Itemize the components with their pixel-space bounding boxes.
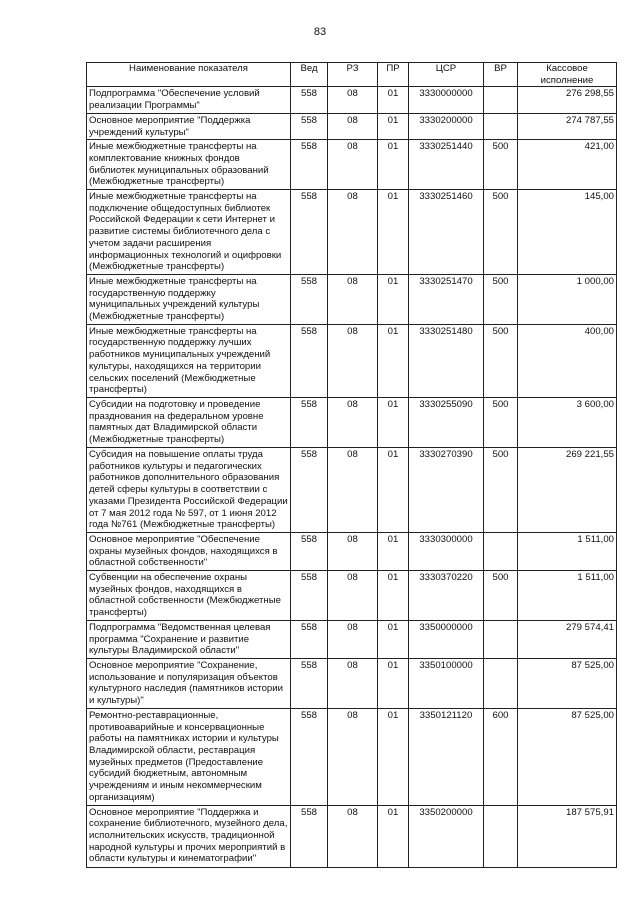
cell-amount: 187 575,91 — [518, 805, 617, 867]
header-amount: Кассовое исполнение — [518, 63, 617, 87]
table-row — [87, 324, 617, 397]
cell-pr: 01 — [378, 447, 409, 532]
cell-ved: 558 — [291, 274, 328, 324]
cell-name: Иные межбюджетные трансферты на подключение общедоступных библиотек Российской Федерации к сети Интернет и развитие системы библиотечного дела с учетом задачи расширения информационных технологий и оцифровки (Межбюджетные трансферты) — [87, 190, 291, 275]
cell-pr: 01 — [378, 532, 409, 570]
cell-amount: 1 511,00 — [518, 571, 617, 621]
cell-vr: 500 — [484, 324, 518, 397]
cell-csr: 3330270390 — [409, 447, 484, 532]
cell-rz: 08 — [328, 274, 378, 324]
cell-csr: 3350000000 — [409, 620, 484, 658]
header-rz: РЗ — [328, 63, 378, 87]
cell-ved: 558 — [291, 620, 328, 658]
table-row — [87, 397, 617, 447]
budget-table — [86, 62, 617, 868]
cell-csr: 3330300000 — [409, 532, 484, 570]
cell-amount: 145,00 — [518, 190, 617, 275]
cell-name: Иные межбюджетные трансферты на государственную поддержку лучших работников муниципальных учреждений культуры, находящихся на территории сельских поселений (Межбюджетные трансферты) — [87, 324, 291, 397]
cell-pr: 01 — [378, 113, 409, 139]
cell-name: Подпрограмма "Обеспечение условий реализации Программы" — [87, 87, 291, 113]
cell-name: Субсидии на подготовку и проведение празднования на федеральном уровне памятных дат Владимирской области (Межбюджетные трансферты) — [87, 397, 291, 447]
cell-ved: 558 — [291, 532, 328, 570]
cell-vr: 500 — [484, 190, 518, 275]
cell-name: Основное мероприятие "Сохранение, использование и популяризация объектов культурного наследия (памятников истории и культуры)" — [87, 658, 291, 708]
cell-amount: 269 221,55 — [518, 447, 617, 532]
cell-pr: 01 — [378, 805, 409, 867]
cell-ved: 558 — [291, 140, 328, 190]
cell-pr: 01 — [378, 324, 409, 397]
cell-vr — [484, 113, 518, 139]
cell-vr: 500 — [484, 140, 518, 190]
cell-name: Субвенции на обеспечение охраны музейных фондов, находящихся в областной собственности (Межбюджетные трансферты) — [87, 571, 291, 621]
header-vr: ВР — [484, 63, 518, 87]
cell-name: Ремонтно-реставрационные, противоаварийные и консервационные работы на памятниках истории и культуры Владимирской области, реставрация музейных предметов (Предоставление субсидий бюджетным, автономным учреждениям и иным некоммерческим организациям) — [87, 708, 291, 805]
cell-vr: 500 — [484, 397, 518, 447]
cell-vr: 500 — [484, 447, 518, 532]
table-row — [87, 190, 617, 275]
cell-amount: 1 511,00 — [518, 532, 617, 570]
cell-csr: 3330370220 — [409, 571, 484, 621]
cell-csr: 3350200000 — [409, 805, 484, 867]
cell-ved: 558 — [291, 190, 328, 275]
table-row — [87, 87, 617, 113]
cell-vr: 500 — [484, 571, 518, 621]
cell-vr — [484, 658, 518, 708]
cell-ved: 558 — [291, 113, 328, 139]
cell-pr: 01 — [378, 274, 409, 324]
cell-pr: 01 — [378, 190, 409, 275]
cell-csr: 3330251460 — [409, 190, 484, 275]
cell-ved: 558 — [291, 397, 328, 447]
cell-rz: 08 — [328, 708, 378, 805]
table-row — [87, 140, 617, 190]
cell-name: Субсидия на повышение оплаты труда работников культуры и педагогических работников дополнительного образования детей сферы культуры в соответствии с указами Президента Российской Федерации от 7 мая 2012 года № 597, от 1 июня 2012 года №761 (Межбюджетные трансферты) — [87, 447, 291, 532]
cell-ved: 558 — [291, 708, 328, 805]
table-row — [87, 571, 617, 621]
cell-rz: 08 — [328, 87, 378, 113]
cell-rz: 08 — [328, 324, 378, 397]
cell-csr: 3330000000 — [409, 87, 484, 113]
cell-pr: 01 — [378, 140, 409, 190]
cell-vr — [484, 532, 518, 570]
cell-ved: 558 — [291, 571, 328, 621]
cell-rz: 08 — [328, 620, 378, 658]
cell-vr: 600 — [484, 708, 518, 805]
table-row — [87, 805, 617, 867]
cell-amount: 274 787,55 — [518, 113, 617, 139]
cell-rz: 08 — [328, 532, 378, 570]
header-ved: Вед — [291, 63, 328, 87]
cell-rz: 08 — [328, 447, 378, 532]
cell-ved: 558 — [291, 447, 328, 532]
table-row — [87, 620, 617, 658]
cell-csr: 3350100000 — [409, 658, 484, 708]
cell-ved: 558 — [291, 658, 328, 708]
cell-csr: 3330200000 — [409, 113, 484, 139]
cell-amount: 3 600,00 — [518, 397, 617, 447]
header-pr: ПР — [378, 63, 409, 87]
cell-amount: 421,00 — [518, 140, 617, 190]
cell-csr: 3330255090 — [409, 397, 484, 447]
cell-pr: 01 — [378, 658, 409, 708]
cell-name: Основное мероприятие "Поддержка и сохранение библиотечного, музейного дела, исполнительских искусств, традиционной народной культуры и прочих мероприятий в области культуры и кинематографии" — [87, 805, 291, 867]
cell-amount: 87 525,00 — [518, 658, 617, 708]
cell-pr: 01 — [378, 708, 409, 805]
cell-name: Иные межбюджетные трансферты на государственную поддержку муниципальных учреждений культуры (Межбюджетные трансферты) — [87, 274, 291, 324]
table-header-row — [87, 63, 617, 87]
cell-rz: 08 — [328, 571, 378, 621]
cell-csr: 3330251440 — [409, 140, 484, 190]
cell-ved: 558 — [291, 805, 328, 867]
cell-rz: 08 — [328, 658, 378, 708]
cell-rz: 08 — [328, 113, 378, 139]
table-row — [87, 658, 617, 708]
cell-rz: 08 — [328, 805, 378, 867]
cell-vr — [484, 87, 518, 113]
page-number: 83 — [313, 26, 327, 38]
cell-pr: 01 — [378, 571, 409, 621]
cell-amount: 1 000,00 — [518, 274, 617, 324]
cell-name: Иные межбюджетные трансферты на комплектование книжных фондов библиотек муниципальных образований (Межбюджетные трансферты) — [87, 140, 291, 190]
table-row — [87, 447, 617, 532]
cell-vr — [484, 805, 518, 867]
cell-ved: 558 — [291, 87, 328, 113]
cell-csr: 3330251480 — [409, 324, 484, 397]
cell-rz: 08 — [328, 397, 378, 447]
cell-amount: 279 574,41 — [518, 620, 617, 658]
cell-vr: 500 — [484, 274, 518, 324]
cell-ved: 558 — [291, 324, 328, 397]
cell-rz: 08 — [328, 190, 378, 275]
cell-name: Основное мероприятие "Поддержка учреждений культуры" — [87, 113, 291, 139]
table-row — [87, 532, 617, 570]
cell-rz: 08 — [328, 140, 378, 190]
cell-csr: 3350121120 — [409, 708, 484, 805]
cell-pr: 01 — [378, 397, 409, 447]
cell-pr: 01 — [378, 620, 409, 658]
cell-amount: 87 525,00 — [518, 708, 617, 805]
table-row — [87, 708, 617, 805]
cell-amount: 400,00 — [518, 324, 617, 397]
cell-name: Основное мероприятие "Обеспечение охраны музейных фондов, находящихся в областной собственности" — [87, 532, 291, 570]
cell-name: Подпрограмма "Ведомственная целевая программа "Сохранение и развитие культуры Владимирской области" — [87, 620, 291, 658]
cell-vr — [484, 620, 518, 658]
table-row — [87, 113, 617, 139]
header-csr: ЦСР — [409, 63, 484, 87]
table-row — [87, 274, 617, 324]
cell-amount: 276 298,55 — [518, 87, 617, 113]
cell-pr: 01 — [378, 87, 409, 113]
header-name: Наименование показателя — [87, 63, 291, 87]
cell-csr: 3330251470 — [409, 274, 484, 324]
